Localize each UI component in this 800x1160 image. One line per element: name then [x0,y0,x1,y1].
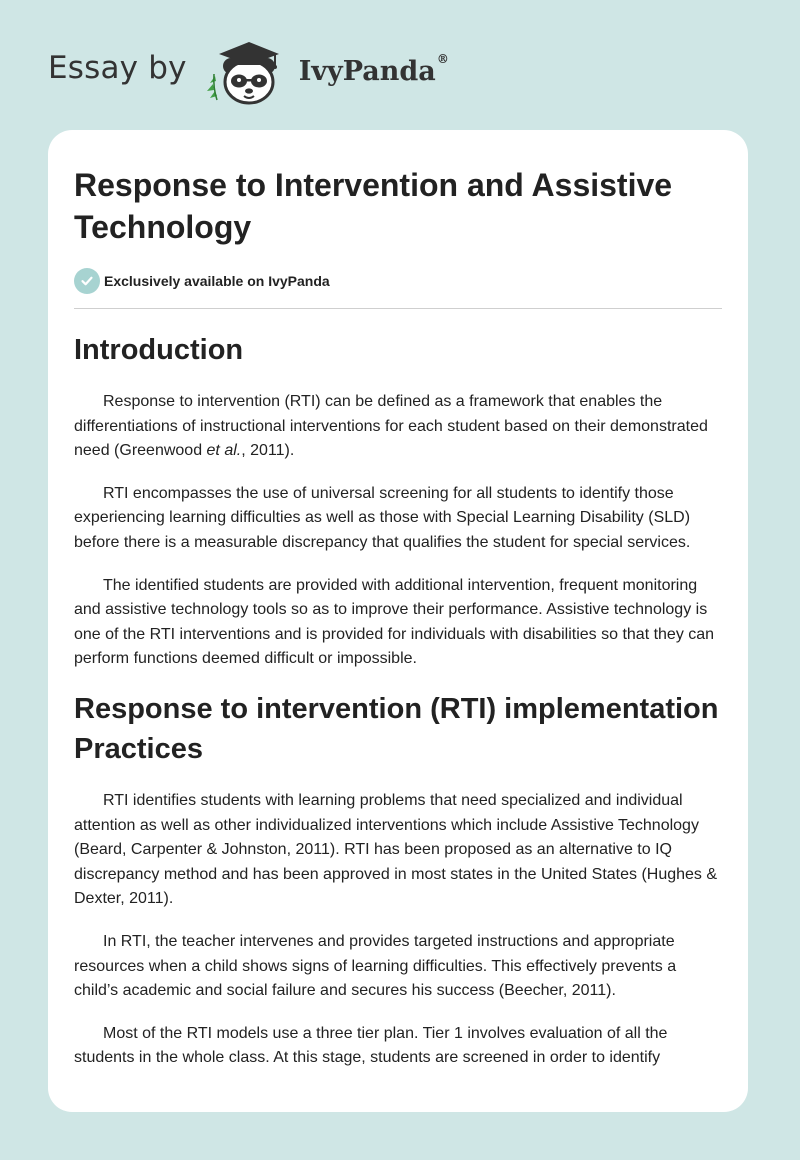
essay-title: Response to Intervention and Assistive Technology [74,167,673,245]
exclusive-badge [74,268,722,294]
essay-card [48,130,748,1112]
brand-prefix: Essay by [48,50,187,86]
paragraph: The identified students are provided with additional intervention, frequent monitoring and assistive technology tools so as to improve their performance. Assistive technology is one of the RTI interventions and is provided for individuals with disabilities so that they can perform functions deemed difficult or impossible. [74,576,715,668]
paragraph: RTI identifies students with learning problems that need specialized and individual attention as well as other individualized interventions which include Assistive Technology (Beard, Carpenter & Johnston, 2011). RTI has been proposed as an alternative to IQ discrepancy method and has been approved in most states in the United States (Hughes & Dexter, 2011). [74,791,718,908]
brand-name-text: IvyPanda [298,55,436,87]
paragraph: In RTI, the teacher intervenes and provides targeted instructions and appropriate resources when a child shows signs of learning difficulties. This effectively prevents a child’s academic and social failure and secures his success (Beecher, 2011). [74,932,677,1000]
brand-name [298,51,449,87]
paragraph: RTI encompasses the use of universal screening for all students to identify those experiencing learning difficulties as well as those with Special Learning Disability (SLD) before there is a measurable discrepancy that qualifies the student for special services. [74,484,691,551]
brand-header [48,36,449,108]
divider [74,308,722,309]
section-heading-introduction: Introduction [74,334,244,366]
check-icon [74,268,100,294]
paragraph: Most of the RTI models use a three tier plan. Tier 1 involves evaluation of all the students in the whole class. At this stage, students are screened in order to identify [74,1024,668,1067]
panda-logo-icon [201,36,297,108]
paragraph: Response to intervention (RTI) can be defined as a framework that enables the differentiations of instructional interventions for each student based on their demonstrated need (Greenwood et al., 2011). [74,393,708,460]
badge-text: Exclusively available on IvyPanda [104,273,330,289]
registered-mark: ® [436,51,449,66]
section-heading-rti-practices: Response to intervention (RTI) implementation Practices [74,692,719,765]
